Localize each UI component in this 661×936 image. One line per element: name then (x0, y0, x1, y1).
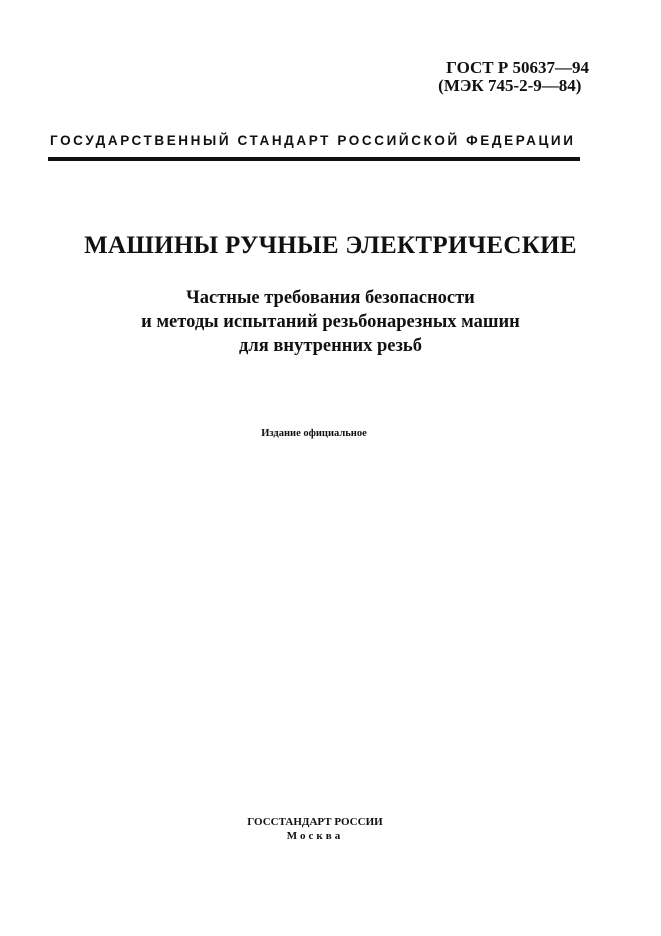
standard-codes (438, 59, 589, 95)
document-subtitle (0, 286, 661, 358)
organization-heading: ГОСУДАРСТВЕННЫЙ СТАНДАРТ РОССИЙСКОЙ ФЕДЕРАЦИИ (50, 133, 576, 148)
horizontal-rule (48, 157, 580, 161)
publisher-block (0, 815, 630, 843)
iec-code: (МЭК 745-2-9—84) (438, 76, 582, 95)
subtitle-line: Частные требования безопасности (186, 288, 475, 308)
subtitle-line: для внутренних резьб (239, 336, 422, 356)
publisher-name: ГОССТАНДАРТ РОССИИ (247, 816, 383, 828)
publisher-city: Москва (286, 830, 344, 842)
subtitle-line: и методы испытаний резьбонарезных машин (141, 312, 520, 332)
edition-label: Издание официальное (261, 428, 367, 439)
gost-code: ГОСТ Р 50637—94 (446, 58, 589, 77)
document-title: МАШИНЫ РУЧНЫЕ ЭЛЕКТРИЧЕСКИЕ (84, 232, 577, 259)
